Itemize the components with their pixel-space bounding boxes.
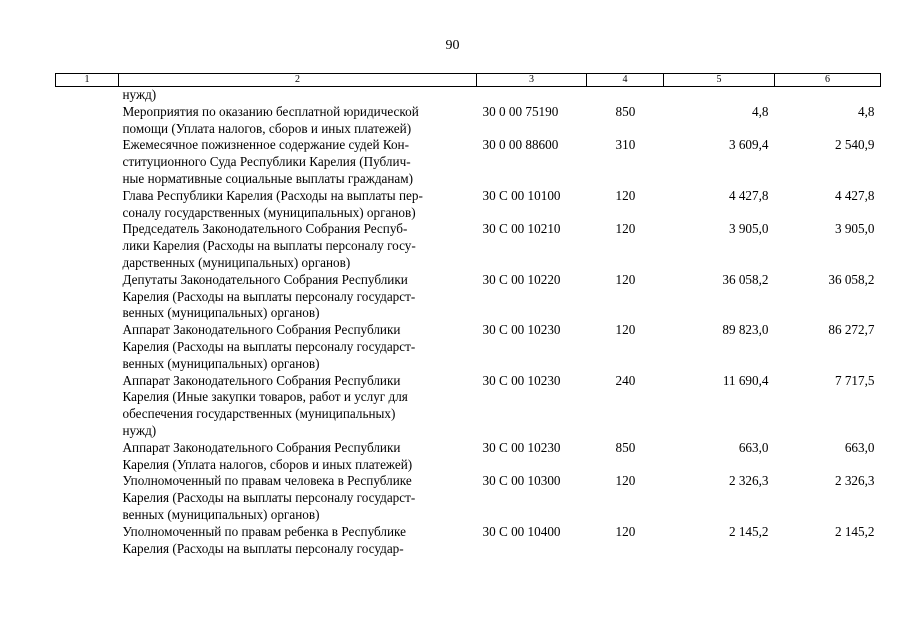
amount-col-5: 2 145,2 (728, 523, 769, 539)
amount-col-5: 3 905,0 (728, 221, 769, 237)
target-code: 30 С 00 10220 (482, 271, 561, 287)
amount-col-6: 4 427,8 (834, 187, 875, 203)
expense-kind-code: 240 (615, 372, 636, 388)
expense-name: Мероприятия по оказанию бесплатной юридической помощи (Уплата налогов, сборов и иных платежей) (122, 103, 419, 136)
target-code: 30 С 00 10210 (482, 221, 561, 237)
target-code: 30 С 00 10400 (482, 523, 561, 539)
expense-name: Глава Республики Карелия (Расходы на выплаты пер- соналу государственных (муниципальных) органов) (122, 187, 423, 220)
page-number: 90 (445, 38, 460, 53)
amount-col-6: 4,8 (858, 103, 875, 119)
target-code: 30 0 00 75190 (482, 103, 559, 119)
expense-kind-code: 850 (615, 103, 636, 119)
column-header-6: 6 (775, 74, 881, 87)
column-header-5: 5 (664, 74, 775, 87)
amount-col-5: 2 326,3 (728, 473, 769, 489)
amount-col-5: 663,0 (738, 439, 769, 455)
expense-kind-code: 120 (615, 271, 636, 287)
empty-cell (56, 524, 119, 558)
table-row (56, 221, 881, 271)
column-header-3: 3 (477, 74, 587, 87)
empty-cell (56, 221, 119, 271)
table-row (56, 322, 881, 372)
empty-cell (56, 272, 119, 322)
amount-col-6: 2 540,9 (834, 137, 875, 153)
target-code: 30 С 00 10230 (482, 439, 561, 455)
expense-name: Председатель Законодательного Собрания Респуб- лики Карелия (Расходы на выплаты персоналу госу- дарственных (муниципальных) органов) (122, 221, 416, 270)
target-code: 30 С 00 10300 (482, 473, 561, 489)
empty-cell (56, 137, 119, 187)
amount-col-5: 89 823,0 (722, 322, 769, 338)
expense-name: Уполномоченный по правам ребенка в Республике Карелия (Расходы на выплаты персоналу государ- (122, 523, 406, 556)
amount-col-5: 4,8 (752, 103, 769, 119)
expense-kind-code: 120 (615, 473, 636, 489)
amount-col-6: 36 058,2 (828, 271, 875, 287)
column-header-1: 1 (56, 74, 119, 87)
expense-kind-code: 850 (615, 439, 636, 455)
table-row (56, 137, 881, 187)
empty-cell (56, 322, 119, 372)
empty-cell (56, 473, 119, 523)
table-row (56, 373, 881, 440)
expense-kind-code: 120 (615, 322, 636, 338)
table-row (56, 272, 881, 322)
table-row (56, 524, 881, 558)
column-header-row (56, 74, 881, 87)
expense-name: Аппарат Законодательного Собрания Республики Карелия (Иные закупки товаров, работ и услуг для обеспечения государственных (муниципальных) нужд) (122, 372, 408, 438)
column-header-4: 4 (587, 74, 664, 87)
column-header-2: 2 (119, 74, 477, 87)
expense-kind-code: 120 (615, 187, 636, 203)
expense-name: Уполномоченный по правам человека в Республике Карелия (Расходы на выплаты персоналу государст- венных (муниципальных) органов) (122, 473, 416, 522)
empty-cell (56, 104, 119, 138)
expense-kind-code: 120 (615, 523, 636, 539)
target-code: 30 0 00 88600 (482, 137, 559, 153)
amount-col-5: 36 058,2 (722, 271, 769, 287)
table-row (56, 473, 881, 523)
amount-col-6: 7 717,5 (834, 372, 875, 388)
expense-name: Аппарат Законодательного Собрания Республики Карелия (Уплата налогов, сборов и иных платежей) (122, 439, 413, 472)
amount-col-6: 3 905,0 (834, 221, 875, 237)
target-code: 30 С 00 10230 (482, 372, 561, 388)
amount-col-6: 2 326,3 (834, 473, 875, 489)
empty-cell (56, 440, 119, 474)
amount-col-6: 663,0 (844, 439, 875, 455)
amount-col-5: 4 427,8 (728, 187, 769, 203)
amount-col-5: 3 609,4 (728, 137, 769, 153)
expense-kind-code: 310 (615, 137, 636, 153)
target-code: 30 С 00 10230 (482, 322, 561, 338)
expense-name: Ежемесячное пожизненное содержание судей Кон- ституционного Суда Республики Карелия (Публич- ные нормативные социальные выплаты гражданам) (122, 137, 414, 186)
continuation-text: нужд) (122, 87, 157, 102)
expense-name: Аппарат Законодательного Собрания Республики Карелия (Расходы на выплаты персоналу государст- венных (муниципальных) органов) (122, 322, 416, 371)
table-row (56, 188, 881, 222)
budget-table (55, 73, 881, 557)
empty-cell (56, 373, 119, 440)
expense-name: Депутаты Законодательного Собрания Республики Карелия (Расходы на выплаты персоналу государст- венных (муниципальных) органов) (122, 271, 416, 321)
continuation-row (56, 87, 881, 104)
table-row (56, 440, 881, 474)
table-row (56, 104, 881, 138)
expense-kind-code: 120 (615, 221, 636, 237)
amount-col-5: 11 690,4 (722, 372, 769, 388)
target-code: 30 С 00 10100 (482, 187, 561, 203)
amount-col-6: 2 145,2 (834, 523, 875, 539)
amount-col-6: 86 272,7 (828, 322, 875, 338)
empty-cell (56, 188, 119, 222)
